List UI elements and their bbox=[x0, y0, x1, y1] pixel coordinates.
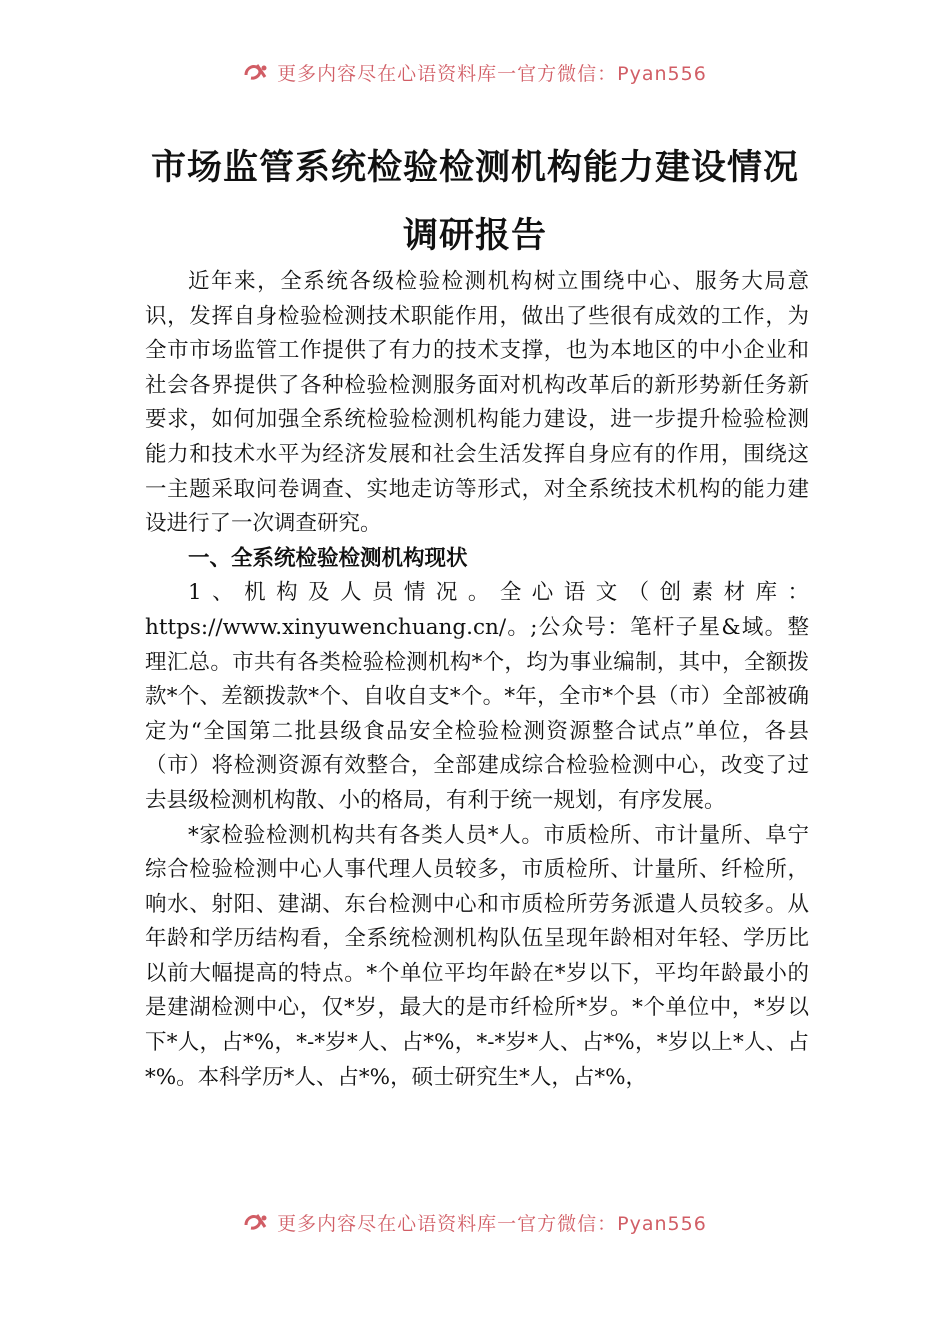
intro-paragraph: 近年来，全系统各级检验检测机构树立围绕中心、服务大局意识，发挥自身检验检测技术职能作用，做出了些很有成效的工作，为全市市场监管工作提供了有力的技术支撑，也为本地区的中小企业和社会各界提供了各种检验检测服务面对机构改革后的新形势新任务新要求，如何加强全系统检验检测机构能力建设，进一步提升检验检测能力和技术水平为经济发展和社会生活发挥自身应有的作用，围绕这一主题采取问卷调查、实地走访等形式，对全系统技术机构的能力建设进行了一次调查研究。 bbox=[145, 269, 809, 537]
banner-text: 更多内容尽在心语资料库一官方微信：Pyan556 bbox=[277, 1212, 707, 1235]
paragraph-personnel: *家检验检测机构共有各类人员*人。市质检所、市计量所、阜宁综合检验检测中心人事代理人员较多，市质检所、计量所、纤检所，响水、射阳、建湖、东台检测中心和市质检所劳务派遣人员较多。从年龄和学历结构看，全系统检测机构队伍呈现年龄相对年轻、学历比以前大幅提高的特点。*个单位平均年龄在*岁以下，平均年龄最小的是建湖检测中心，仅*岁，最大的是市纤检所*岁。*个单位中，*岁以下*人，占*%，*-*岁*人、占*%，*-*岁*人、占*%，*岁以上*人、占*%。本科学历*人、占*%，硕士研究生*人，占*%， bbox=[145, 822, 809, 1090]
document-body bbox=[145, 265, 809, 1095]
watermark-banner-top bbox=[0, 52, 950, 92]
brand-logo-icon bbox=[243, 61, 269, 83]
document-title-line1: 市场监管系统检验检测机构能力建设情况 bbox=[150, 147, 799, 188]
banner-text: 更多内容尽在心语资料库一官方微信：Pyan556 bbox=[277, 62, 707, 85]
document-title-line2: 调研报告 bbox=[402, 215, 547, 256]
section-heading: 一、全系统检验检测机构现状 bbox=[188, 545, 468, 571]
brand-logo-icon bbox=[243, 1211, 269, 1233]
watermark-banner-bottom bbox=[0, 1202, 950, 1242]
paragraph-institutions: 1、机构及人员情况。全心语文（创素材库：https://www.xinyuwenchuang.cn/。;公众号：笔杆子星&域。整理汇总。市共有各类检验检测机构*个，均为事业编制，其中，全额拨款*个、差额拨款*个、自收自支*个。*年，全市*个县（市）全部被确定为“全国第二批县级食品安全检验检测资源整合试点”单位，各县（市）将检测资源有效整合，全部建成综合检验检测中心，改变了过去县级检测机构散、小的格局，有利于统一规划，有序发展。 bbox=[145, 580, 809, 813]
